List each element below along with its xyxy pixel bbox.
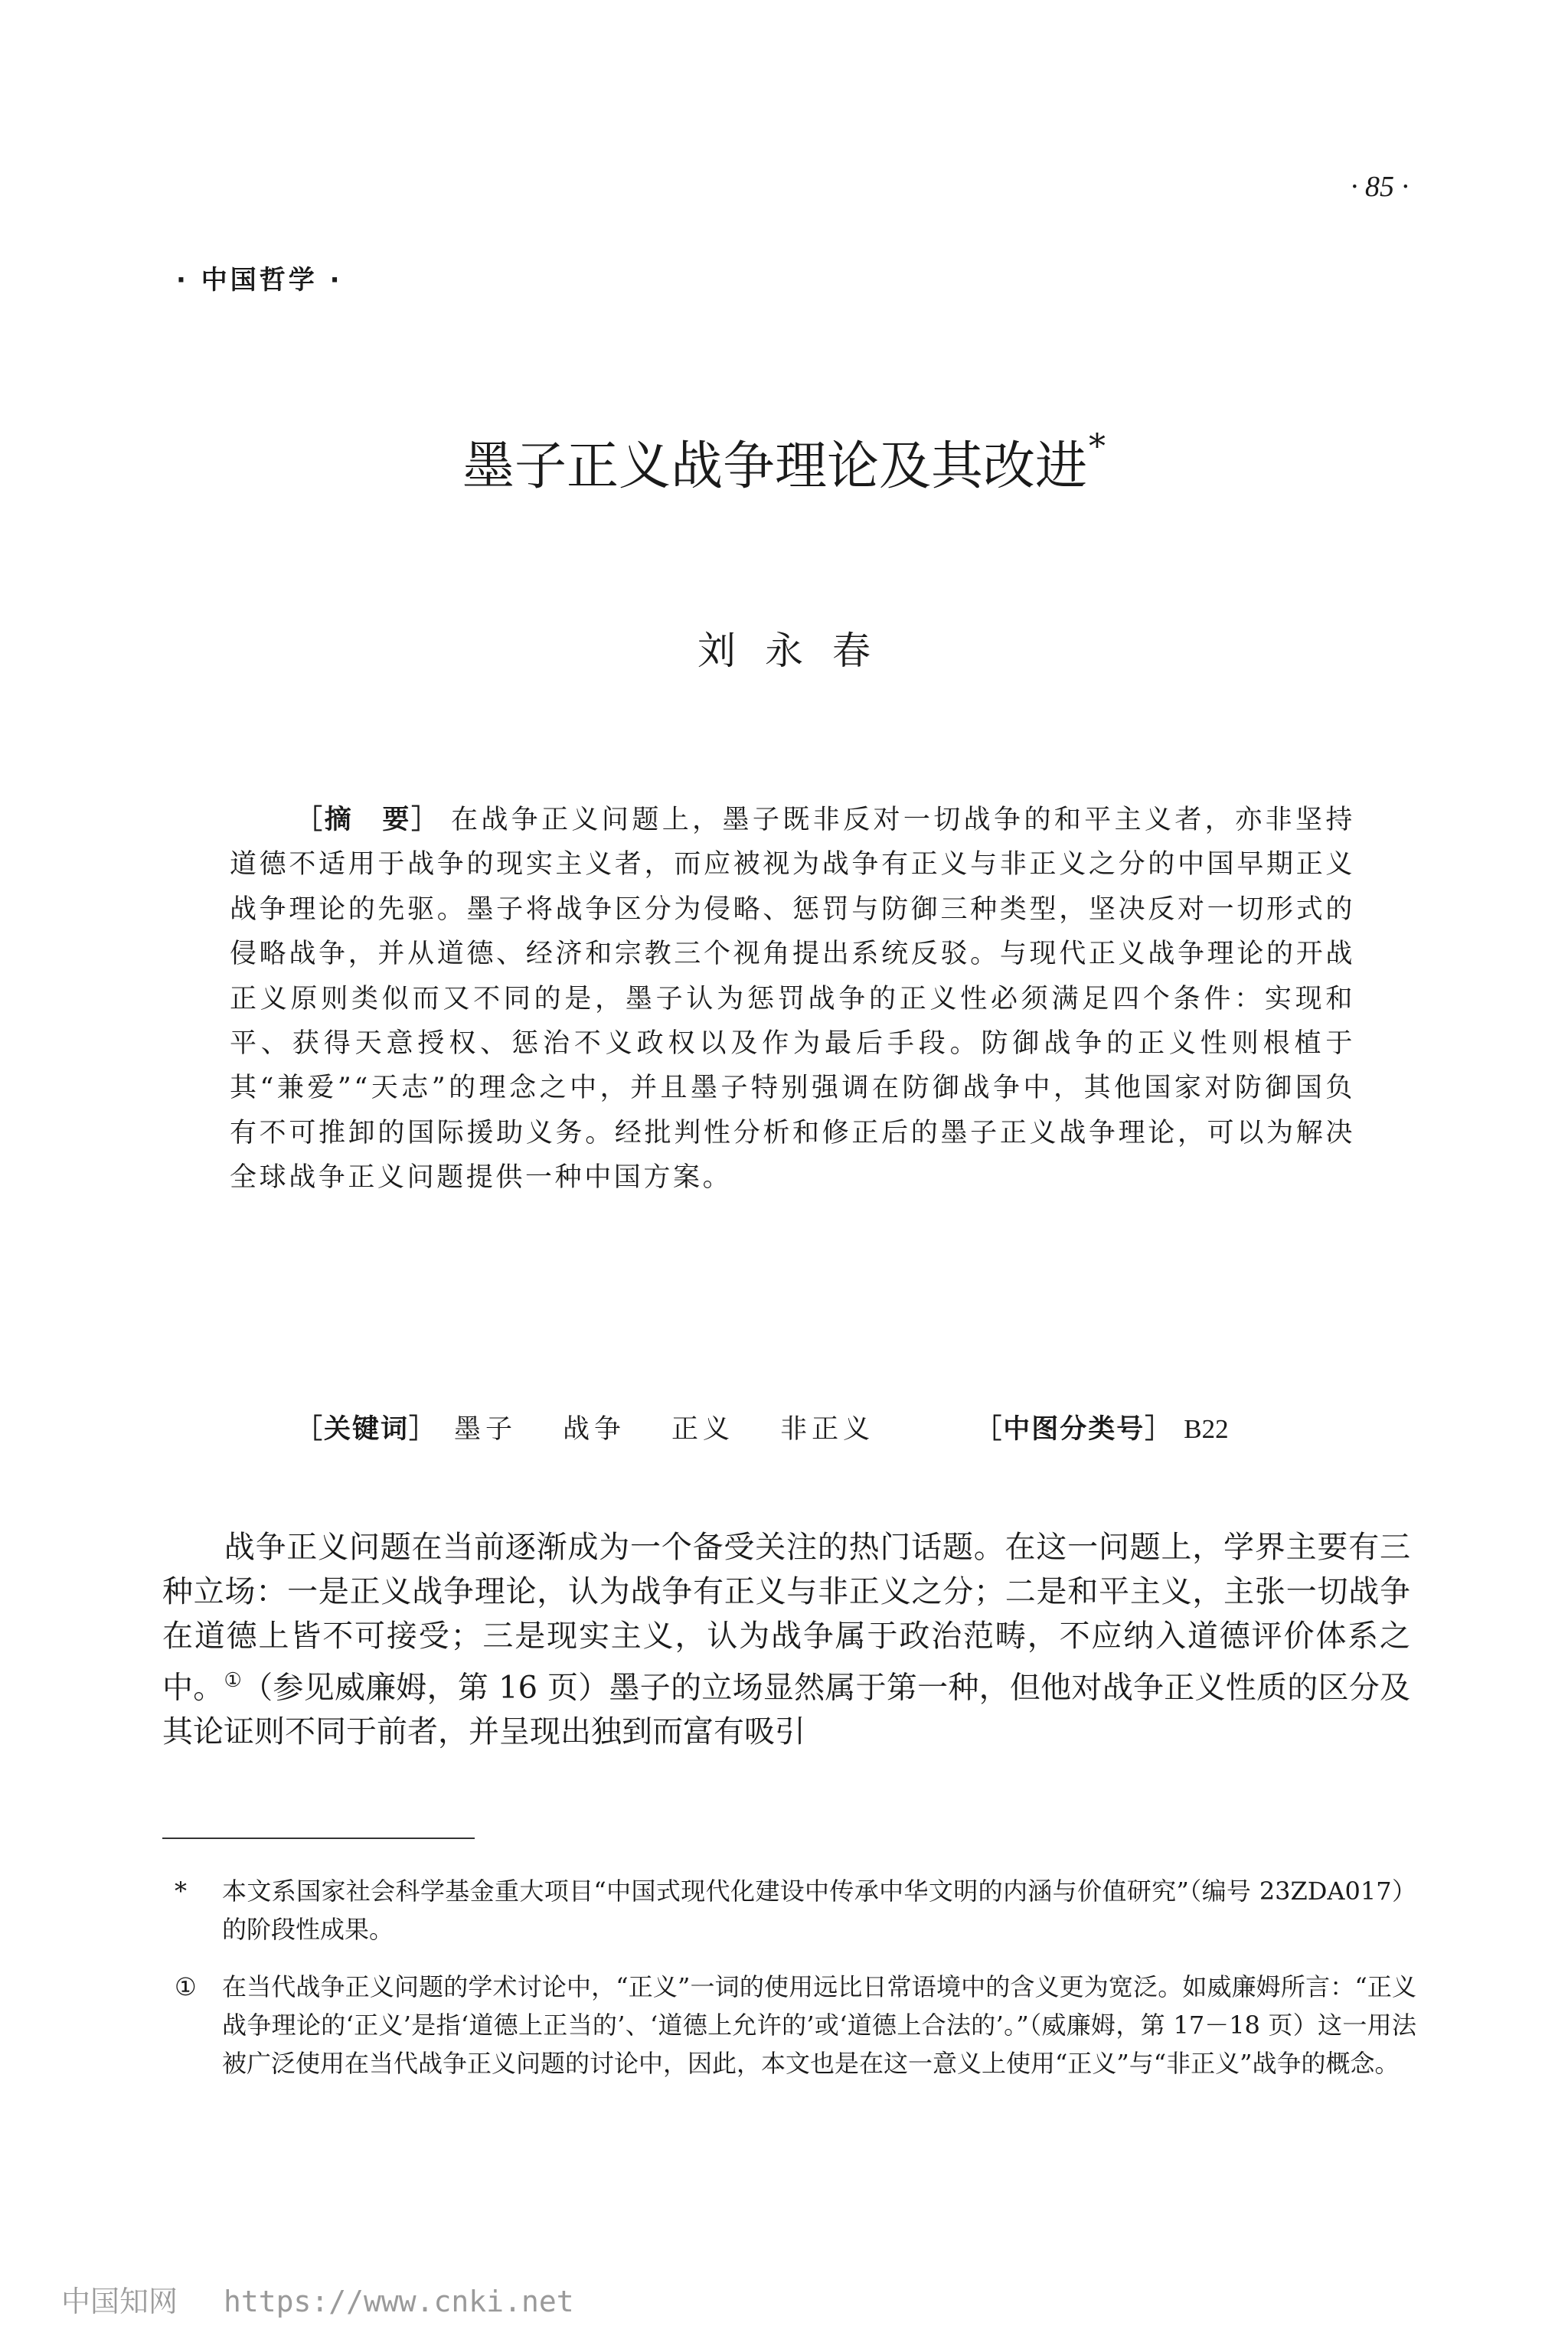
keywords-label: ［关键词］ <box>296 1414 438 1445</box>
watermark <box>61 2278 574 2320</box>
keyword: 正义 <box>671 1414 735 1445</box>
author: 刘永春 <box>697 629 900 673</box>
watermark-site: 中国知网 <box>61 2285 178 2318</box>
abstract-label: ［摘 要］ <box>296 805 440 835</box>
body-paragraph <box>162 1525 1410 1754</box>
title-text: 墨子正义战争理论及其改进 <box>462 436 1087 497</box>
clc-label: ［中图分类号］ <box>975 1414 1174 1445</box>
clc-value: B22 <box>1184 1414 1229 1444</box>
footnote-text: 本文系国家社会科学基金重大项目“中国式现代化建设中传承中华文明的内涵与价值研究”（编号 23ZDA017）的阶段性成果。 <box>222 1877 1416 1944</box>
title-footnote-mark: * <box>1089 427 1106 467</box>
body-text-part2: （参见威廉姆，第 16 页）墨子的立场显然属于第一种，但他对战争正义性质的区分及其论证则不同于前者，并呈现出独到而富有吸引 <box>162 1670 1411 1750</box>
keywords-line <box>296 1407 1367 1452</box>
footnote-funding <box>175 1872 1416 1949</box>
footnote-mark: ① <box>175 1972 197 2001</box>
footnote-mark: * <box>175 1877 187 1906</box>
footnote-1 <box>175 1968 1416 2083</box>
page-number: · 85 · <box>1351 171 1409 203</box>
footnote-divider <box>162 1838 475 1839</box>
footnote-text: 在当代战争正义问题的学术讨论中，“正义”一词的使用远比日常语境中的含义更为宽泛。如威廉姆所言：“正义战争理论的‘正义’是指‘道德上正当的’、‘道德上允许的’或‘道德上合法的’。”（威廉姆，第 17－18 页）这一用法被广泛使用在当代战争正义问题的讨论中，因此，本文也是在这一意义上使用“正义”与“非正义”战争的概念。 <box>222 1972 1416 2078</box>
watermark-url[interactable]: https://www.cnki.net <box>224 2285 574 2318</box>
article-title <box>0 425 1568 499</box>
keyword: 非正义 <box>780 1414 875 1445</box>
keyword: 战争 <box>563 1414 626 1445</box>
keyword: 墨子 <box>454 1414 518 1445</box>
column-label: · 中国哲学 · <box>176 265 343 296</box>
body-text-part1: 战争正义问题在当前逐渐成为一个备受关注的热门话题。在这一问题上，学界主要有三种立场：一是正义战争理论，认为战争有正义与非正义之分；二是和平主义，主张一切战争在道德上皆不可接受；三是现实主义，认为战争属于政治范畴，不应纳入道德评价体系之中。 <box>162 1530 1410 1706</box>
abstract-text: 在战争正义问题上，墨子既非反对一切战争的和平主义者，亦非坚持道德不适用于战争的现实主义者，而应被视为战争有正义与非正义之分的中国早期正义战争理论的先驱。墨子将战争区分为侵略、惩罚与防御三种类型，坚决反对一切形式的侵略战争，并从道德、经济和宗教三个视角提出系统反驳。与现代正义战争理论的开战正义原则类似而又不同的是，墨子认为惩罚战争的正义性必须满足四个条件：实现和平、获得天意授权、惩治不义政权以及作为最后手段。防御战争的正义性则根植于其“兼爱”“天志”的理念之中，并且墨子特别强调在防御战争中，其他国家对防御国负有不可推卸的国际援助义务。经批判性分析和修正后的墨子正义战争理论，可以为解决全球战争正义问题提供一种中国方案。 <box>230 805 1355 1194</box>
abstract <box>230 798 1355 1201</box>
footnote-ref[interactable]: ① <box>224 1669 243 1692</box>
